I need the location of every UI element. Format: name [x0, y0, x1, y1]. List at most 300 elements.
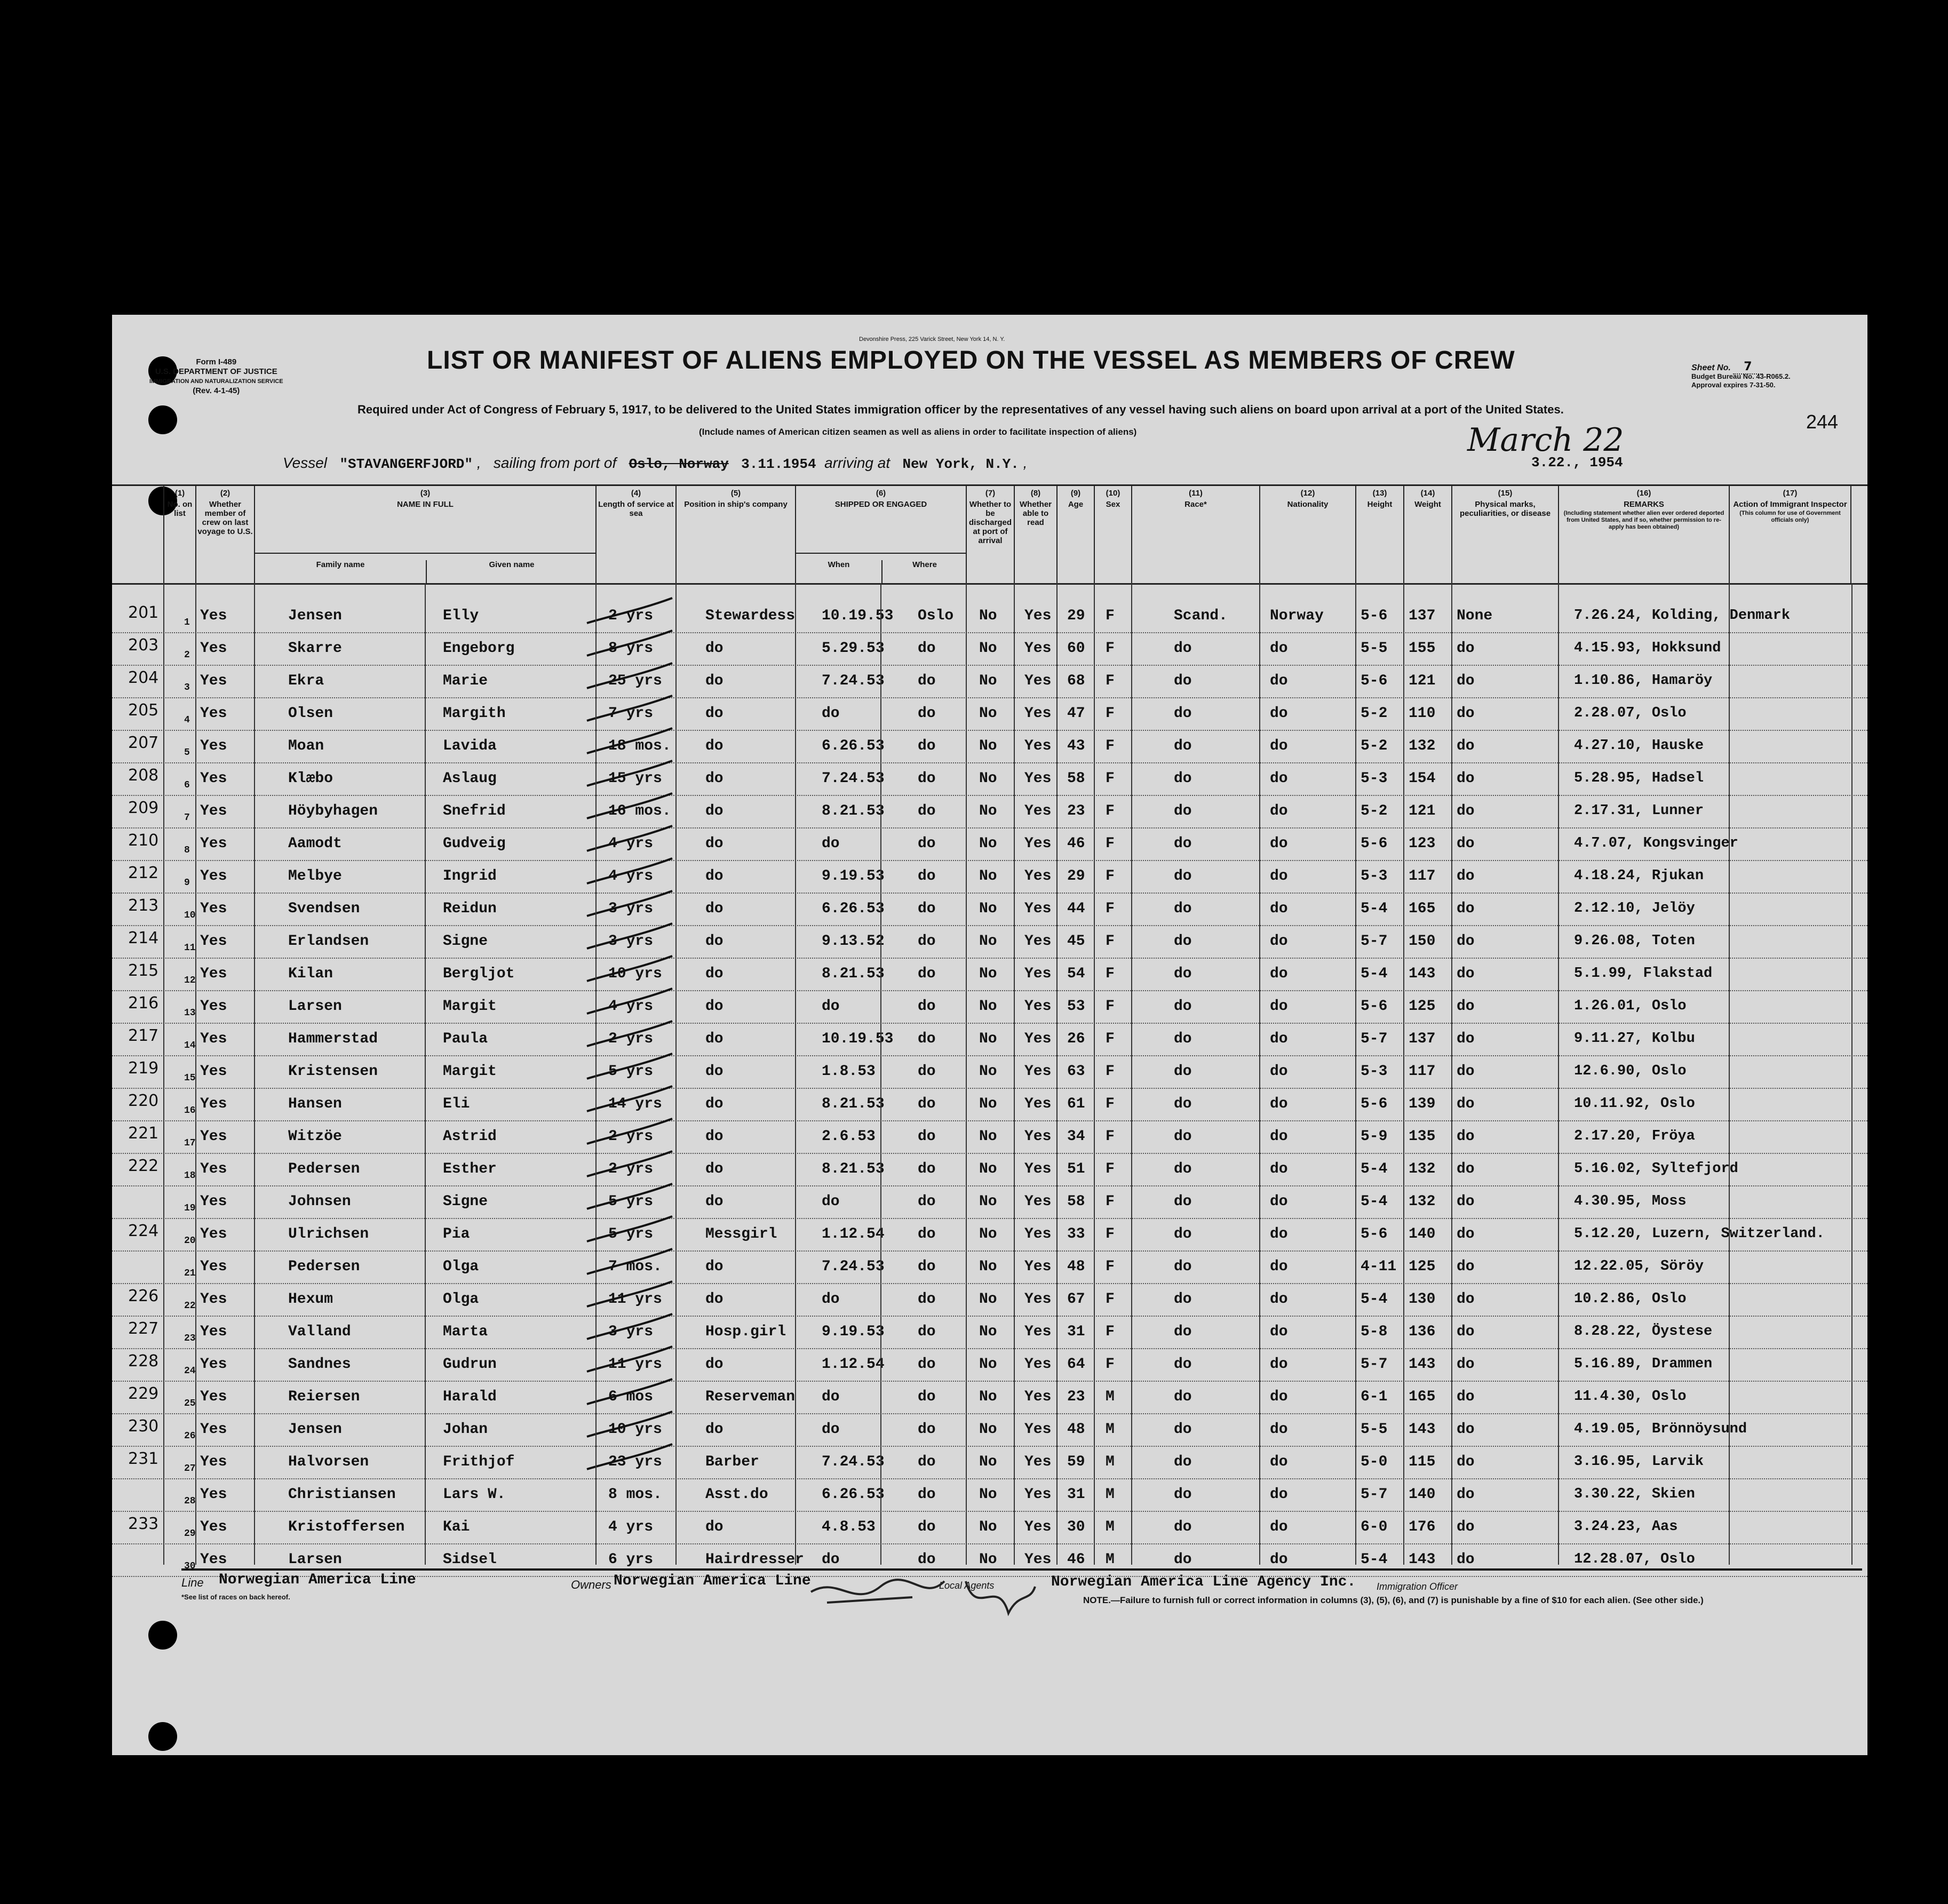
sex-cell: F	[1106, 1096, 1115, 1112]
family-name-cell: Höybyhagen	[288, 803, 378, 819]
service-cell: 15 yrs	[608, 770, 662, 787]
row-number: 14	[184, 1040, 196, 1051]
position-cell: Hosp.girl	[705, 1324, 786, 1340]
row-number: 10	[184, 910, 196, 921]
arrival-port: New York, N.Y.	[902, 456, 1019, 472]
service-cell: 10 yrs	[608, 1421, 662, 1438]
marks-cell: do	[1457, 1551, 1475, 1568]
row-number: 11	[184, 943, 196, 953]
when-cell: 8.21.53	[822, 1096, 885, 1112]
where-cell: do	[918, 705, 936, 722]
given-name-cell: Elly	[443, 608, 479, 624]
discharged-cell: No	[979, 835, 997, 852]
family-name-cell: Larsen	[288, 998, 342, 1015]
family-name-cell: Valland	[288, 1324, 351, 1340]
table-row	[112, 762, 1867, 799]
col-header-age: (9) Age	[1056, 484, 1094, 583]
age-cell: 68	[1067, 673, 1085, 689]
height-cell: 6-0	[1361, 1519, 1388, 1535]
age-cell: 67	[1067, 1291, 1085, 1308]
nationality-cell: do	[1270, 640, 1288, 657]
when-cell: do	[822, 1193, 840, 1210]
row-number: 22	[184, 1301, 196, 1311]
col-header-read: (8) Whether able to read	[1014, 484, 1056, 583]
nationality-cell: do	[1270, 901, 1288, 917]
age-cell: 31	[1067, 1486, 1085, 1503]
weight-cell: 125	[1409, 1258, 1436, 1275]
height-cell: 5-0	[1361, 1454, 1388, 1470]
discharged-cell: No	[979, 966, 997, 982]
given-name-cell: Olga	[443, 1258, 479, 1275]
position-cell: do	[705, 1193, 723, 1210]
given-name-cell: Harald	[443, 1389, 497, 1405]
height-cell: 5-3	[1361, 868, 1388, 885]
weight-cell: 121	[1409, 673, 1436, 689]
age-cell: 31	[1067, 1324, 1085, 1340]
remarks-cell: 10.11.92, Oslo	[1574, 1096, 1695, 1112]
subheader-given: Given name	[426, 560, 597, 583]
nationality-cell: do	[1270, 1519, 1288, 1535]
signature-scrawl	[806, 1571, 1040, 1629]
height-cell: 5-3	[1361, 1063, 1388, 1080]
page-number: 244	[1806, 411, 1839, 433]
where-cell: do	[918, 1031, 936, 1047]
col-header-action: (17) Action of Immigrant Inspector (This column for use of Government officials only)	[1729, 484, 1851, 583]
column-rule	[880, 583, 881, 1565]
height-cell: 5-6	[1361, 998, 1388, 1015]
column-rule	[595, 583, 597, 1565]
row-number: 17	[184, 1138, 196, 1149]
given-name-cell: Gudrun	[443, 1356, 497, 1373]
nationality-cell: Norway	[1270, 608, 1324, 624]
nationality-cell: do	[1270, 1551, 1288, 1568]
table-row	[112, 1413, 1867, 1450]
height-cell: 5-4	[1361, 1161, 1388, 1177]
family-name-cell: Hansen	[288, 1096, 342, 1112]
when-cell: do	[822, 835, 840, 852]
weight-cell: 132	[1409, 1161, 1436, 1177]
crew-cell: Yes	[200, 1389, 227, 1405]
weight-cell: 165	[1409, 1389, 1436, 1405]
discharged-cell: No	[979, 1389, 997, 1405]
sex-cell: F	[1106, 868, 1115, 885]
sheet-number: Sheet No. 7	[1691, 360, 1763, 373]
read-cell: Yes	[1024, 608, 1052, 624]
family-name-cell: Hammerstad	[288, 1031, 378, 1047]
family-name-cell: Sandnes	[288, 1356, 351, 1373]
given-name-cell: Reidun	[443, 901, 497, 917]
service-cell: 8 mos.	[608, 1486, 662, 1503]
handwritten-list-number: 231	[128, 1449, 159, 1468]
row-number: 16	[184, 1105, 196, 1116]
marks-cell: do	[1457, 770, 1475, 787]
when-cell: 4.8.53	[822, 1519, 876, 1535]
service-cell: 16 mos.	[608, 803, 671, 819]
vessel-info-line: Vessel "STAVANGERFJORD" , sailing from port of Oslo, Norway 3.11.1954 arriving at New York, N.Y. ,	[283, 455, 1028, 472]
position-cell: do	[705, 1291, 723, 1308]
column-rule	[1131, 583, 1132, 1565]
table-row	[112, 697, 1867, 734]
read-cell: Yes	[1024, 835, 1052, 852]
remarks-cell: 1.10.86, Hamaröy	[1574, 673, 1713, 689]
given-name-cell: Astrid	[443, 1128, 497, 1145]
handwritten-list-number: 209	[128, 799, 159, 817]
weight-cell: 115	[1409, 1454, 1436, 1470]
position-cell: Hairdresser	[705, 1551, 804, 1568]
nationality-cell: do	[1270, 738, 1288, 754]
nationality-cell: do	[1270, 1128, 1288, 1145]
discharged-cell: No	[979, 738, 997, 754]
position-cell: do	[705, 738, 723, 754]
column-rule	[1355, 583, 1356, 1565]
sex-cell: F	[1106, 1128, 1115, 1145]
age-cell: 45	[1067, 933, 1085, 950]
table-row	[112, 1250, 1867, 1287]
race-cell: do	[1174, 1551, 1192, 1568]
sex-cell: F	[1106, 1226, 1115, 1242]
crew-cell: Yes	[200, 640, 227, 657]
handwritten-list-number: 220	[128, 1092, 159, 1110]
column-rule	[966, 583, 967, 1565]
when-cell: 7.24.53	[822, 770, 885, 787]
sex-cell: F	[1106, 770, 1115, 787]
marks-cell: do	[1457, 803, 1475, 819]
col-header-marks: (15) Physical marks, peculiarities, or disease	[1451, 484, 1558, 583]
where-cell: do	[918, 835, 936, 852]
col-header-race: (11) Race*	[1131, 484, 1259, 583]
marks-cell: do	[1457, 1031, 1475, 1047]
arrival-date: 3.22., 1954	[1531, 455, 1623, 471]
owners-value: Norwegian America Line	[614, 1573, 811, 1589]
weight-cell: 132	[1409, 738, 1436, 754]
weight-cell: 140	[1409, 1226, 1436, 1242]
height-cell: 4-11	[1361, 1258, 1397, 1275]
when-cell: 6.26.53	[822, 1486, 885, 1503]
row-number: 28	[184, 1496, 196, 1507]
handwritten-list-number: 227	[128, 1319, 159, 1338]
family-name-cell: Christiansen	[288, 1486, 396, 1503]
position-cell: do	[705, 835, 723, 852]
marks-cell: do	[1457, 673, 1475, 689]
discharged-cell: No	[979, 1291, 997, 1308]
column-rule	[795, 583, 796, 1565]
given-name-cell: Marta	[443, 1324, 488, 1340]
family-name-cell: Kristoffersen	[288, 1519, 405, 1535]
nationality-cell: do	[1270, 1291, 1288, 1308]
race-cell: do	[1174, 1128, 1192, 1145]
race-cell: do	[1174, 1258, 1192, 1275]
remarks-cell: 2.28.07, Oslo	[1574, 705, 1687, 721]
family-name-cell: Pedersen	[288, 1258, 360, 1275]
discharged-cell: No	[979, 1551, 997, 1568]
read-cell: Yes	[1024, 1421, 1052, 1438]
service-cell: 4 yrs	[608, 1519, 654, 1535]
height-cell: 6-1	[1361, 1389, 1388, 1405]
where-cell: do	[918, 1161, 936, 1177]
nationality-cell: do	[1270, 1096, 1288, 1112]
handwritten-list-number: 208	[128, 766, 159, 785]
remarks-cell: 12.6.90, Oslo	[1574, 1063, 1687, 1079]
marks-cell: do	[1457, 1486, 1475, 1503]
read-cell: Yes	[1024, 1258, 1052, 1275]
handwritten-list-number: 229	[128, 1384, 159, 1403]
family-name-cell: Kristensen	[288, 1063, 378, 1080]
crew-cell: Yes	[200, 1519, 227, 1535]
age-cell: 46	[1067, 835, 1085, 852]
handwritten-list-number: 222	[128, 1157, 159, 1175]
age-cell: 58	[1067, 1193, 1085, 1210]
row-number: 3	[184, 682, 190, 693]
marks-cell: do	[1457, 1519, 1475, 1535]
when-cell: 7.24.53	[822, 1258, 885, 1275]
discharged-cell: No	[979, 933, 997, 950]
handwritten-list-number: 219	[128, 1059, 159, 1078]
handwritten-list-number: 221	[128, 1124, 159, 1143]
row-number: 20	[184, 1236, 196, 1246]
weight-cell: 176	[1409, 1519, 1436, 1535]
remarks-cell: 3.30.22, Skien	[1574, 1486, 1695, 1502]
marks-cell: None	[1457, 608, 1493, 624]
discharged-cell: No	[979, 1258, 997, 1275]
family-name-cell: Olsen	[288, 705, 333, 722]
handwritten-list-number: 216	[128, 994, 159, 1013]
row-number: 23	[184, 1333, 196, 1344]
discharged-cell: No	[979, 901, 997, 917]
table-row	[112, 1510, 1867, 1548]
agents-label: Local Agents	[939, 1580, 995, 1591]
when-cell: 1.12.54	[822, 1356, 885, 1373]
crew-cell: Yes	[200, 966, 227, 982]
family-name-cell: Ulrichsen	[288, 1226, 369, 1242]
discharged-cell: No	[979, 1486, 997, 1503]
column-rule	[1094, 583, 1095, 1565]
statute-subtitle: Required under Act of Congress of February 5, 1917, to be delivered to the United States immigration officer by the representatives of any vessel having such aliens on board upon arrival at a port of the United States.	[357, 403, 1564, 416]
age-cell: 23	[1067, 803, 1085, 819]
given-name-cell: Margit	[443, 998, 497, 1015]
when-cell: do	[822, 705, 840, 722]
position-cell: do	[705, 803, 723, 819]
weight-cell: 137	[1409, 1031, 1436, 1047]
column-rule	[195, 583, 196, 1565]
read-cell: Yes	[1024, 1063, 1052, 1080]
height-cell: 5-6	[1361, 608, 1388, 624]
remarks-cell: 9.11.27, Kolbu	[1574, 1031, 1695, 1047]
discharged-cell: No	[979, 640, 997, 657]
nationality-cell: do	[1270, 998, 1288, 1015]
service-cell: 4 yrs	[608, 868, 654, 885]
where-cell: do	[918, 640, 936, 657]
position-cell: do	[705, 705, 723, 722]
crew-cell: Yes	[200, 1356, 227, 1373]
vessel-name: "STAVANGERFJORD"	[339, 456, 473, 472]
read-cell: Yes	[1024, 998, 1052, 1015]
handwritten-list-number: 217	[128, 1026, 159, 1045]
age-cell: 44	[1067, 901, 1085, 917]
remarks-cell: 4.19.05, Brönnöysund	[1574, 1421, 1747, 1437]
nationality-cell: do	[1270, 966, 1288, 982]
crew-cell: Yes	[200, 1096, 227, 1112]
table-row	[112, 1055, 1867, 1092]
row-number: 19	[184, 1203, 196, 1214]
remarks-cell: 7.26.24, Kolding, Denmark	[1574, 608, 1791, 624]
where-cell: do	[918, 1389, 936, 1405]
remarks-cell: 4.7.07, Kongsvinger	[1574, 835, 1738, 851]
where-cell: do	[918, 1226, 936, 1242]
table-row	[112, 859, 1867, 897]
crew-cell: Yes	[200, 868, 227, 885]
column-rule	[1056, 583, 1058, 1565]
race-cell: do	[1174, 705, 1192, 722]
owners-label: Owners	[571, 1578, 611, 1591]
column-rule	[1259, 583, 1260, 1565]
given-name-cell: Sidsel	[443, 1551, 497, 1568]
weight-cell: 117	[1409, 1063, 1436, 1080]
service-cell: 2 yrs	[608, 1128, 654, 1145]
service-cell: 4 yrs	[608, 835, 654, 852]
nationality-cell: do	[1270, 1324, 1288, 1340]
read-cell: Yes	[1024, 1096, 1052, 1112]
table-row	[112, 827, 1867, 864]
read-cell: Yes	[1024, 1161, 1052, 1177]
position-cell: do	[705, 1519, 723, 1535]
position-cell: do	[705, 933, 723, 950]
column-rule	[1403, 583, 1404, 1565]
where-cell: do	[918, 1551, 936, 1568]
read-cell: Yes	[1024, 966, 1052, 982]
row-number: 26	[184, 1431, 196, 1441]
weight-cell: 155	[1409, 640, 1436, 657]
age-cell: 34	[1067, 1128, 1085, 1145]
where-cell: Oslo	[918, 608, 954, 624]
crew-cell: Yes	[200, 1324, 227, 1340]
race-cell: do	[1174, 1356, 1192, 1373]
marks-cell: do	[1457, 835, 1475, 852]
service-cell: 2 yrs	[608, 1161, 654, 1177]
race-cell: do	[1174, 1421, 1192, 1438]
form-identifier: Form I-489 U.S. DEPARTMENT OF JUSTICE IMMIGRATION AND NATURALIZATION SERVICE (Rev. 4-1-45)	[149, 357, 283, 395]
service-cell: 6 mos	[608, 1389, 654, 1405]
given-name-cell: Gudveig	[443, 835, 506, 852]
officer-label: Immigration Officer	[1377, 1581, 1458, 1592]
crew-table	[112, 484, 1867, 1572]
marks-cell: do	[1457, 1226, 1475, 1242]
subheader-where: Where	[881, 560, 967, 583]
sex-cell: F	[1106, 705, 1115, 722]
race-cell: do	[1174, 998, 1192, 1015]
sex-cell: M	[1106, 1454, 1115, 1470]
height-cell: 5-4	[1361, 1193, 1388, 1210]
remarks-cell: 4.18.24, Rjukan	[1574, 868, 1704, 884]
position-cell: do	[705, 966, 723, 982]
given-name-cell: Signe	[443, 933, 488, 950]
row-number: 30	[184, 1561, 196, 1572]
handwritten-list-number: 212	[128, 864, 159, 882]
race-cell: do	[1174, 966, 1192, 982]
crew-cell: Yes	[200, 1486, 227, 1503]
nationality-cell: do	[1270, 705, 1288, 722]
position-cell: do	[705, 1096, 723, 1112]
marks-cell: do	[1457, 1161, 1475, 1177]
remarks-cell: 4.30.95, Moss	[1574, 1193, 1687, 1209]
handwritten-list-number: 226	[128, 1287, 159, 1305]
table-row	[112, 1445, 1867, 1483]
age-cell: 30	[1067, 1519, 1085, 1535]
height-cell: 5-9	[1361, 1128, 1388, 1145]
table-row	[112, 925, 1867, 962]
line-label: Line	[181, 1576, 204, 1589]
given-name-cell: Frithjof	[443, 1454, 515, 1470]
col-header-remarks: (16) REMARKS (Including statement whether alien ever ordered deported from United States, and if so, whether permission to re-apply has been obtained)	[1558, 484, 1729, 583]
height-cell: 5-6	[1361, 1226, 1388, 1242]
read-cell: Yes	[1024, 1031, 1052, 1047]
sex-cell: F	[1106, 1356, 1115, 1373]
age-cell: 60	[1067, 640, 1085, 657]
col-header-weight: (14) Weight	[1403, 484, 1451, 583]
weight-cell: 154	[1409, 770, 1436, 787]
position-cell: do	[705, 1063, 723, 1080]
given-name-cell: Margit	[443, 1063, 497, 1080]
height-cell: 5-5	[1361, 1421, 1388, 1438]
weight-cell: 143	[1409, 1551, 1436, 1568]
family-name-cell: Pedersen	[288, 1161, 360, 1177]
remarks-cell: 3.16.95, Larvik	[1574, 1454, 1704, 1470]
family-name-cell: Ekra	[288, 673, 324, 689]
sex-cell: F	[1106, 1193, 1115, 1210]
weight-cell: 143	[1409, 1356, 1436, 1373]
race-cell: do	[1174, 868, 1192, 885]
remarks-cell: 5.16.89, Drammen	[1574, 1356, 1713, 1372]
marks-cell: do	[1457, 1356, 1475, 1373]
service-cell: 3 yrs	[608, 901, 654, 917]
race-cell: do	[1174, 1096, 1192, 1112]
family-name-cell: Jensen	[288, 608, 342, 624]
family-name-cell: Johnsen	[288, 1193, 351, 1210]
discharged-cell: No	[979, 770, 997, 787]
table-row	[112, 632, 1867, 669]
sex-cell: F	[1106, 1063, 1115, 1080]
height-cell: 5-7	[1361, 1031, 1388, 1047]
given-name-cell: Marie	[443, 673, 488, 689]
height-cell: 5-6	[1361, 835, 1388, 852]
crew-cell: Yes	[200, 1063, 227, 1080]
service-cell: 5 yrs	[608, 1063, 654, 1080]
where-cell: do	[918, 1128, 936, 1145]
marks-cell: do	[1457, 998, 1475, 1015]
remarks-cell: 2.12.10, Jelöy	[1574, 901, 1695, 917]
sex-cell: F	[1106, 901, 1115, 917]
crew-cell: Yes	[200, 1421, 227, 1438]
weight-cell: 136	[1409, 1324, 1436, 1340]
position-cell: do	[705, 868, 723, 885]
remarks-cell: 12.22.05, Söröy	[1574, 1258, 1704, 1274]
race-cell: Scand.	[1174, 608, 1228, 624]
column-rule	[1729, 583, 1730, 1565]
marks-cell: do	[1457, 1389, 1475, 1405]
height-cell: 5-4	[1361, 966, 1388, 982]
where-cell: do	[918, 933, 936, 950]
where-cell: do	[918, 1454, 936, 1470]
row-number: 18	[184, 1170, 196, 1181]
marks-cell: do	[1457, 1291, 1475, 1308]
family-name-cell: Hexum	[288, 1291, 333, 1308]
nationality-cell: do	[1270, 803, 1288, 819]
when-cell: do	[822, 998, 840, 1015]
when-cell: do	[822, 1551, 840, 1568]
read-cell: Yes	[1024, 1356, 1052, 1373]
given-name-cell: Johan	[443, 1421, 488, 1438]
service-cell: 7 yrs	[608, 705, 654, 722]
race-cell: do	[1174, 1063, 1192, 1080]
